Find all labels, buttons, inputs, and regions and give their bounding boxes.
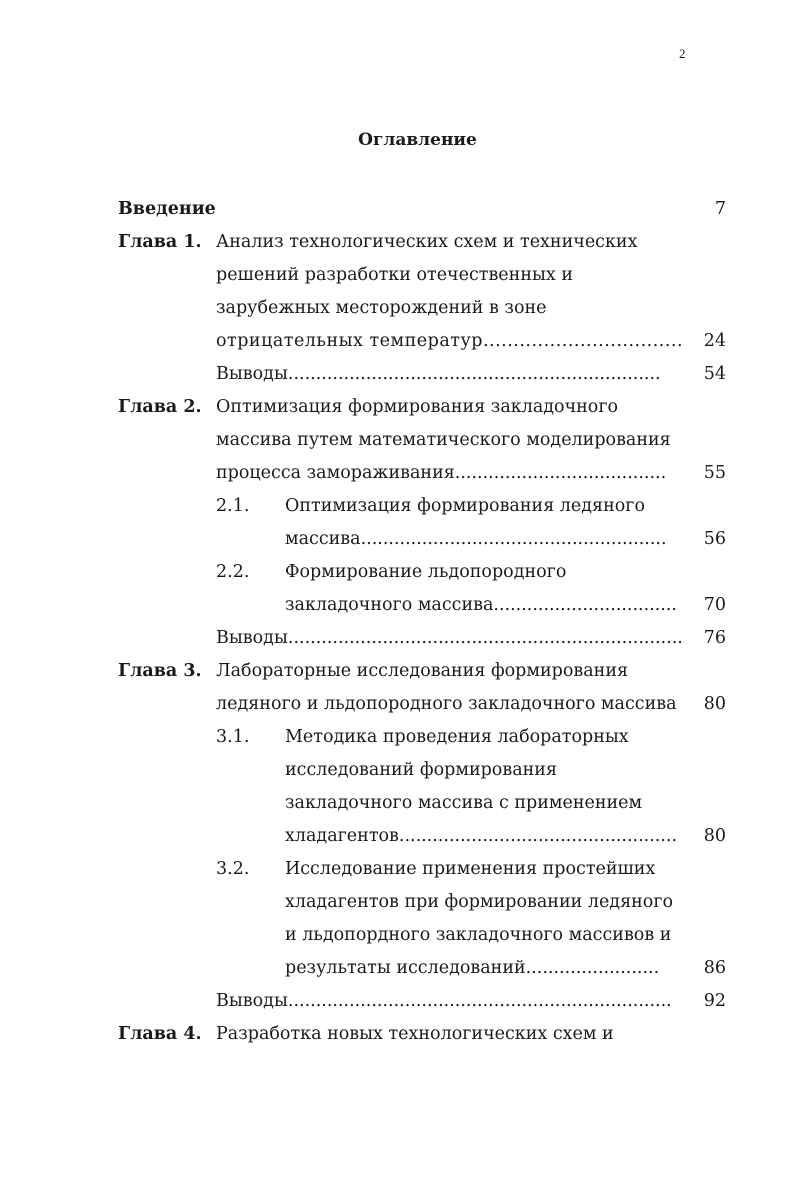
toc-line [0, 292, 799, 325]
toc-section-number: 2.2. [216, 562, 250, 582]
toc-label: Глава 3. [118, 661, 202, 681]
toc-text: Лабораторные исследования формирования [216, 661, 629, 681]
toc-line-section-3-2 [0, 853, 799, 886]
toc-text: результаты исследований........................ [285, 958, 660, 978]
toc-text: Методика проведения лабораторных [285, 727, 629, 747]
toc-line [0, 523, 799, 556]
toc-line-introduction [0, 193, 799, 226]
toc-text: Выводы..................................................................... [216, 991, 672, 1011]
toc-page: 76 [703, 628, 726, 648]
toc-text: процесса замораживания...................................... [216, 463, 667, 483]
toc-text: ледяного и льдопородного закладочного массива [216, 694, 677, 714]
toc-page: 80 [703, 694, 726, 714]
toc-line [0, 424, 799, 457]
toc-section-number: 3.1. [216, 727, 250, 747]
toc-text: Исследование применения простейших [285, 859, 656, 879]
toc-page: 70 [703, 595, 726, 615]
toc-line [0, 820, 799, 853]
toc-line [0, 325, 799, 358]
toc-text: Оптимизация формирования закладочного [216, 397, 619, 417]
toc-line-section-2-1 [0, 490, 799, 523]
toc-line [0, 952, 799, 985]
toc-line [0, 688, 799, 721]
table-of-contents [0, 193, 799, 1051]
toc-label: Глава 4. [118, 1024, 202, 1044]
toc-text: исследований формирования [285, 760, 557, 780]
toc-page: 56 [703, 529, 726, 549]
toc-label: Введение [118, 199, 216, 219]
toc-line-chapter-3 [0, 655, 799, 688]
toc-page: 92 [703, 991, 726, 1011]
toc-page: 80 [703, 826, 726, 846]
toc-title: Оглавление [358, 130, 477, 150]
toc-line-conclusions [0, 622, 799, 655]
toc-text: закладочного массива................................. [285, 595, 677, 615]
toc-line [0, 886, 799, 919]
page-number: 2 [679, 46, 686, 61]
toc-line [0, 919, 799, 952]
toc-section-number: 3.2. [216, 859, 250, 879]
toc-text: хладагентов.................................................. [285, 826, 678, 846]
toc-line-section-3-1 [0, 721, 799, 754]
toc-text: и льдопордного закладочного массивов и [285, 925, 672, 945]
toc-text: хладагентов при формировании ледяного [285, 892, 674, 912]
toc-line-conclusions [0, 985, 799, 1018]
toc-text: решений разработки отечественных и [216, 265, 574, 285]
toc-text: отрицательных температур................................. [216, 331, 684, 351]
toc-text: массива....................................................... [285, 529, 667, 549]
toc-text: Разработка новых технологических схем и [216, 1024, 614, 1044]
toc-line [0, 754, 799, 787]
toc-text: массива путем математического моделирования [216, 430, 671, 450]
toc-text: зарубежных месторождений в зоне [216, 298, 547, 318]
toc-page: 24 [703, 331, 726, 351]
toc-text: Выводы................................................................... [216, 364, 661, 384]
toc-label: Глава 2. [118, 397, 202, 417]
toc-page: 54 [703, 364, 726, 384]
toc-line-chapter-2 [0, 391, 799, 424]
toc-line [0, 589, 799, 622]
toc-label: Глава 1. [118, 232, 202, 252]
toc-text: закладочного массива с применением [285, 793, 643, 813]
toc-text: Анализ технологических схем и технических [216, 232, 638, 252]
toc-page: 55 [703, 463, 726, 483]
toc-line-section-2-2 [0, 556, 799, 589]
toc-line-chapter-1 [0, 226, 799, 259]
toc-line-conclusions [0, 358, 799, 391]
toc-page: 86 [703, 958, 726, 978]
toc-line [0, 457, 799, 490]
toc-text: Оптимизация формирования ледяного [285, 496, 645, 516]
toc-line-chapter-4 [0, 1018, 799, 1051]
toc-page: 7 [714, 199, 726, 219]
toc-line [0, 259, 799, 292]
toc-text: Формирование льдопородного [285, 562, 567, 582]
toc-line [0, 787, 799, 820]
toc-section-number: 2.1. [216, 496, 250, 516]
toc-text: Выводы....................................................................... [216, 628, 683, 648]
